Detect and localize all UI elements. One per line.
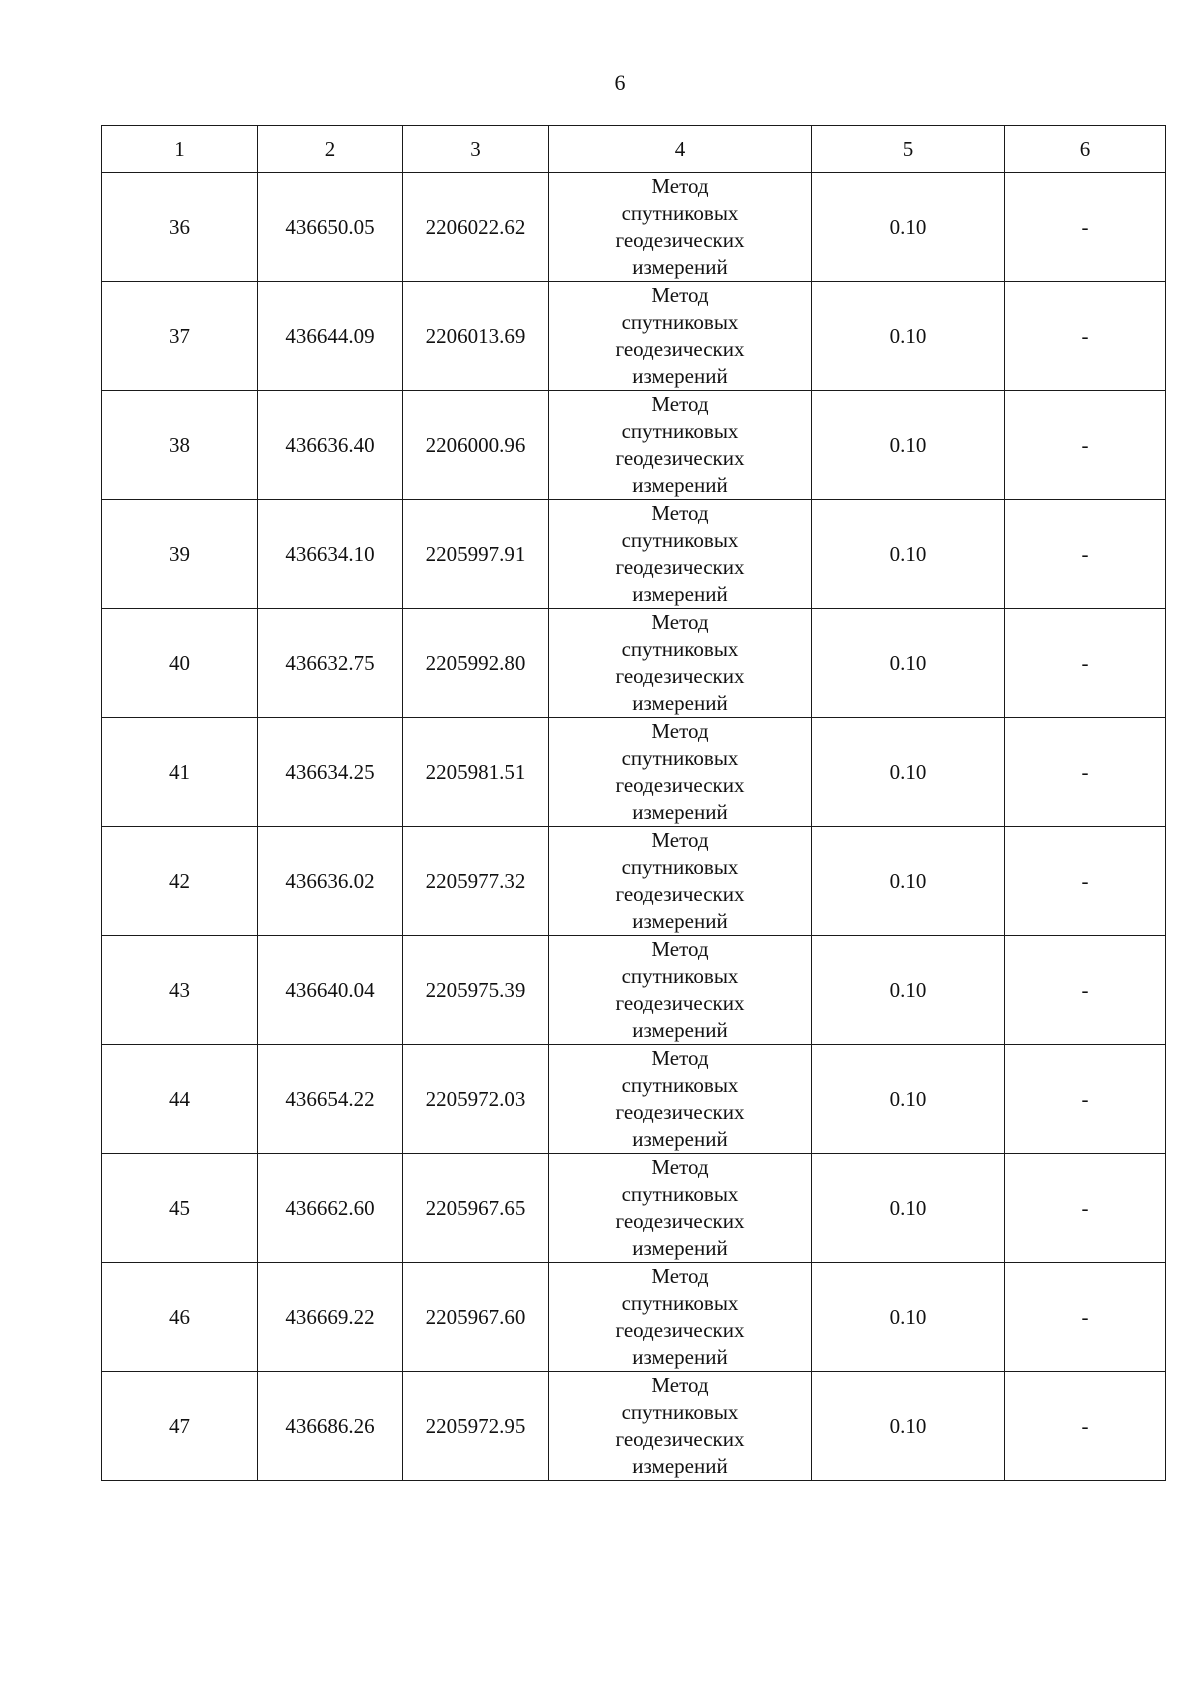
coordinates-table-body <box>102 126 1166 1481</box>
method-line: Метод <box>651 1046 709 1070</box>
point-number-cell: 37 <box>102 282 258 391</box>
point-number-cell: 42 <box>102 827 258 936</box>
method-cell <box>549 1263 812 1372</box>
method-line: геодезических <box>615 773 745 797</box>
accuracy-cell: 0.10 <box>812 1263 1005 1372</box>
method-line: измерений <box>632 255 728 279</box>
method-cell <box>549 718 812 827</box>
point-number-cell: 43 <box>102 936 258 1045</box>
y-coordinate-cell: 2206022.62 <box>403 173 549 282</box>
coordinates-table <box>101 125 1166 1481</box>
method-line: спутниковых <box>621 201 739 225</box>
column-header: 6 <box>1005 126 1166 173</box>
y-coordinate-cell: 2205972.03 <box>403 1045 549 1154</box>
accuracy-cell: 0.10 <box>812 1045 1005 1154</box>
method-line: измерений <box>632 1454 728 1478</box>
method-line: Метод <box>651 174 709 198</box>
point-number-cell: 44 <box>102 1045 258 1154</box>
note-cell: - <box>1005 718 1166 827</box>
x-coordinate-cell: 436636.40 <box>258 391 403 500</box>
note-cell: - <box>1005 827 1166 936</box>
y-coordinate-cell: 2206000.96 <box>403 391 549 500</box>
x-coordinate-cell: 436686.26 <box>258 1372 403 1481</box>
method-line: Метод <box>651 1373 709 1397</box>
accuracy-cell: 0.10 <box>812 173 1005 282</box>
accuracy-cell: 0.10 <box>812 500 1005 609</box>
table-row <box>102 500 1166 609</box>
accuracy-cell: 0.10 <box>812 827 1005 936</box>
accuracy-cell: 0.10 <box>812 282 1005 391</box>
method-line: измерений <box>632 909 728 933</box>
note-cell: - <box>1005 282 1166 391</box>
x-coordinate-cell: 436662.60 <box>258 1154 403 1263</box>
point-number-cell: 41 <box>102 718 258 827</box>
column-header: 2 <box>258 126 403 173</box>
method-line: измерений <box>632 1127 728 1151</box>
method-line: спутниковых <box>621 1182 739 1206</box>
method-line: Метод <box>651 828 709 852</box>
note-cell: - <box>1005 1263 1166 1372</box>
method-cell <box>549 1045 812 1154</box>
table-row <box>102 1045 1166 1154</box>
table-row <box>102 173 1166 282</box>
method-line: геодезических <box>615 882 745 906</box>
point-number-cell: 40 <box>102 609 258 718</box>
point-number-cell: 46 <box>102 1263 258 1372</box>
method-line: спутниковых <box>621 310 739 334</box>
accuracy-cell: 0.10 <box>812 936 1005 1045</box>
note-cell: - <box>1005 609 1166 718</box>
method-line: геодезических <box>615 1318 745 1342</box>
point-number-cell: 38 <box>102 391 258 500</box>
note-cell: - <box>1005 391 1166 500</box>
method-line: измерений <box>632 1236 728 1260</box>
table-row <box>102 282 1166 391</box>
method-line: спутниковых <box>621 1291 739 1315</box>
method-line: Метод <box>651 610 709 634</box>
y-coordinate-cell: 2205997.91 <box>403 500 549 609</box>
x-coordinate-cell: 436644.09 <box>258 282 403 391</box>
note-cell: - <box>1005 1154 1166 1263</box>
table-row <box>102 718 1166 827</box>
method-line: измерений <box>632 582 728 606</box>
y-coordinate-cell: 2205975.39 <box>403 936 549 1045</box>
method-line: геодезических <box>615 555 745 579</box>
method-line: Метод <box>651 501 709 525</box>
method-line: Метод <box>651 283 709 307</box>
method-line: измерений <box>632 1018 728 1042</box>
method-line: измерений <box>632 691 728 715</box>
column-header: 3 <box>403 126 549 173</box>
method-line: измерений <box>632 473 728 497</box>
y-coordinate-cell: 2205967.65 <box>403 1154 549 1263</box>
method-line: Метод <box>651 392 709 416</box>
column-header: 5 <box>812 126 1005 173</box>
method-cell <box>549 936 812 1045</box>
note-cell: - <box>1005 936 1166 1045</box>
method-cell <box>549 500 812 609</box>
method-line: геодезических <box>615 664 745 688</box>
method-line: измерений <box>632 800 728 824</box>
method-cell <box>549 1154 812 1263</box>
accuracy-cell: 0.10 <box>812 718 1005 827</box>
method-line: спутниковых <box>621 1400 739 1424</box>
method-cell <box>549 1372 812 1481</box>
method-line: геодезических <box>615 1100 745 1124</box>
method-line: Метод <box>651 1155 709 1179</box>
y-coordinate-cell: 2206013.69 <box>403 282 549 391</box>
y-coordinate-cell: 2205972.95 <box>403 1372 549 1481</box>
accuracy-cell: 0.10 <box>812 1372 1005 1481</box>
method-line: спутниковых <box>621 528 739 552</box>
accuracy-cell: 0.10 <box>812 391 1005 500</box>
method-line: геодезических <box>615 228 745 252</box>
x-coordinate-cell: 436650.05 <box>258 173 403 282</box>
y-coordinate-cell: 2205992.80 <box>403 609 549 718</box>
table-row <box>102 827 1166 936</box>
y-coordinate-cell: 2205967.60 <box>403 1263 549 1372</box>
x-coordinate-cell: 436636.02 <box>258 827 403 936</box>
method-cell <box>549 173 812 282</box>
method-cell <box>549 609 812 718</box>
method-line: геодезических <box>615 446 745 470</box>
note-cell: - <box>1005 1045 1166 1154</box>
method-line: геодезических <box>615 1427 745 1451</box>
x-coordinate-cell: 436634.10 <box>258 500 403 609</box>
note-cell: - <box>1005 173 1166 282</box>
table-row <box>102 936 1166 1045</box>
column-header: 4 <box>549 126 812 173</box>
accuracy-cell: 0.10 <box>812 609 1005 718</box>
accuracy-cell: 0.10 <box>812 1154 1005 1263</box>
y-coordinate-cell: 2205977.32 <box>403 827 549 936</box>
column-header: 1 <box>102 126 258 173</box>
x-coordinate-cell: 436640.04 <box>258 936 403 1045</box>
x-coordinate-cell: 436634.25 <box>258 718 403 827</box>
method-line: Метод <box>651 1264 709 1288</box>
method-line: Метод <box>651 937 709 961</box>
method-line: измерений <box>632 1345 728 1369</box>
table-row <box>102 1372 1166 1481</box>
note-cell: - <box>1005 500 1166 609</box>
method-line: спутниковых <box>621 1073 739 1097</box>
method-line: измерений <box>632 364 728 388</box>
table-header-row <box>102 126 1166 173</box>
method-line: спутниковых <box>621 964 739 988</box>
page-number: 6 <box>614 70 626 95</box>
point-number-cell: 39 <box>102 500 258 609</box>
table-row <box>102 1263 1166 1372</box>
table-row <box>102 391 1166 500</box>
note-cell: - <box>1005 1372 1166 1481</box>
x-coordinate-cell: 436632.75 <box>258 609 403 718</box>
method-line: спутниковых <box>621 746 739 770</box>
table-row <box>102 1154 1166 1263</box>
table-row <box>102 609 1166 718</box>
x-coordinate-cell: 436654.22 <box>258 1045 403 1154</box>
x-coordinate-cell: 436669.22 <box>258 1263 403 1372</box>
method-line: геодезических <box>615 337 745 361</box>
method-line: геодезических <box>615 991 745 1015</box>
method-line: спутниковых <box>621 855 739 879</box>
method-cell <box>549 391 812 500</box>
method-cell <box>549 827 812 936</box>
method-line: Метод <box>651 719 709 743</box>
point-number-cell: 47 <box>102 1372 258 1481</box>
method-line: спутниковых <box>621 637 739 661</box>
point-number-cell: 45 <box>102 1154 258 1263</box>
method-line: геодезических <box>615 1209 745 1233</box>
method-line: спутниковых <box>621 419 739 443</box>
point-number-cell: 36 <box>102 173 258 282</box>
method-cell <box>549 282 812 391</box>
y-coordinate-cell: 2205981.51 <box>403 718 549 827</box>
